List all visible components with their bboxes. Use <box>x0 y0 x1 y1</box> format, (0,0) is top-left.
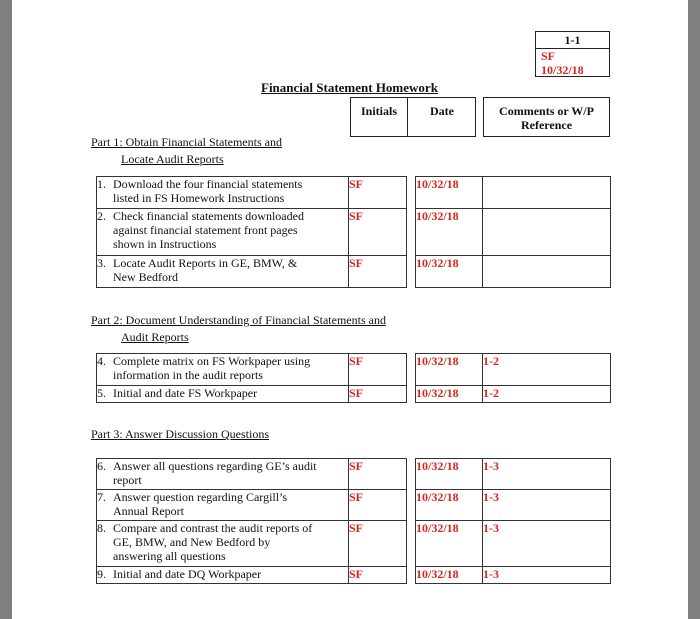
task-text: Download the four financial statements <box>113 177 303 191</box>
initials-cell: SF <box>349 209 407 256</box>
table-row <box>97 386 611 403</box>
part2-heading-line1: Part 2: Document Understanding of Financial Statements and <box>91 313 386 327</box>
table-row <box>97 177 611 209</box>
task-text: Answer all questions regarding GE’s audit <box>113 459 317 473</box>
initials-column-header: Initials <box>360 104 397 118</box>
reference-cell <box>483 177 611 209</box>
workpaper-reference: 1-1 <box>564 33 581 47</box>
date-cell: 10/32/18 <box>416 177 483 209</box>
task-text-line2: information in the audit reports <box>113 368 263 382</box>
part2-table <box>96 353 611 403</box>
table-row <box>97 521 611 567</box>
date-column-header: Date <box>430 104 454 118</box>
page-title: Financial Statement Homework <box>261 80 438 95</box>
date-cell: 10/32/18 <box>416 386 483 403</box>
task-text-line2: New Bedford <box>113 270 178 284</box>
task-number: 8. <box>97 521 106 535</box>
initials-cell: SF <box>349 567 407 584</box>
reference-cell: 1-3 <box>483 459 611 490</box>
date-cell: 10/32/18 <box>416 521 483 567</box>
date-cell: 10/32/18 <box>416 490 483 521</box>
task-text-line3: shown in Instructions <box>113 237 217 251</box>
task-number: 4. <box>97 354 106 368</box>
reference-cell <box>483 209 611 256</box>
task-text: Answer question regarding Cargill’s <box>113 490 288 504</box>
part3-table <box>96 458 611 584</box>
table-row <box>97 567 611 584</box>
date-cell: 10/32/18 <box>416 256 483 288</box>
initials-cell: SF <box>349 354 407 386</box>
workpaper-reference-box <box>535 31 610 77</box>
task-text-line2: GE, BMW, and New Bedford by <box>113 535 271 549</box>
reference-cell: 1-2 <box>483 354 611 386</box>
task-number: 6. <box>97 459 106 473</box>
initials-cell: SF <box>349 386 407 403</box>
task-number: 1. <box>97 177 106 191</box>
table-row <box>97 209 611 256</box>
task-text: Locate Audit Reports in GE, BMW, & <box>113 256 298 270</box>
table-row <box>97 354 611 386</box>
task-text: Check financial statements downloaded <box>113 209 304 223</box>
part1-heading-line2: Locate Audit Reports <box>121 152 224 166</box>
initials-cell: SF <box>349 521 407 567</box>
reference-cell <box>483 256 611 288</box>
task-number: 2. <box>97 209 106 223</box>
workpaper-initials: SF <box>541 49 556 63</box>
workpaper-date: 10/32/18 <box>541 63 584 77</box>
table-row <box>97 256 611 288</box>
task-number: 5. <box>97 386 106 400</box>
task-text: Initial and date FS Workpaper <box>113 386 258 400</box>
document-page <box>12 0 688 619</box>
task-text: Initial and date DQ Workpaper <box>113 567 262 581</box>
part1-heading-line1: Part 1: Obtain Financial Statements and <box>91 135 282 149</box>
reference-cell: 1-2 <box>483 386 611 403</box>
task-text: Compare and contrast the audit reports of <box>113 521 313 535</box>
part1-table <box>96 176 611 288</box>
date-cell: 10/32/18 <box>416 354 483 386</box>
task-text-line2: listed in FS Homework Instructions <box>113 191 285 205</box>
table-row <box>97 490 611 521</box>
comments-column-header-line1: Comments or W/P <box>499 104 594 118</box>
comments-column-header-line2: Reference <box>520 118 573 132</box>
date-cell: 10/32/18 <box>416 567 483 584</box>
initials-cell: SF <box>349 256 407 288</box>
date-cell: 10/32/18 <box>416 459 483 490</box>
task-number: 9. <box>97 567 106 581</box>
reference-cell: 1-3 <box>483 567 611 584</box>
date-cell: 10/32/18 <box>416 209 483 256</box>
task-text-line2: Annual Report <box>113 504 184 518</box>
reference-cell: 1-3 <box>483 490 611 521</box>
initials-cell: SF <box>349 459 407 490</box>
initials-cell: SF <box>349 177 407 209</box>
initials-cell: SF <box>349 490 407 521</box>
reference-cell: 1-3 <box>483 521 611 567</box>
task-text-line2: against financial statement front pages <box>113 223 298 237</box>
task-number: 3. <box>97 256 106 270</box>
table-row <box>97 459 611 490</box>
task-text-line2: report <box>113 473 142 487</box>
task-text-line3: answering all questions <box>113 549 226 563</box>
part3-heading: Part 3: Answer Discussion Questions <box>91 427 269 441</box>
task-text: Complete matrix on FS Workpaper using <box>113 354 311 368</box>
part2-heading-line2: Audit Reports <box>121 330 189 344</box>
task-number: 7. <box>97 490 106 504</box>
